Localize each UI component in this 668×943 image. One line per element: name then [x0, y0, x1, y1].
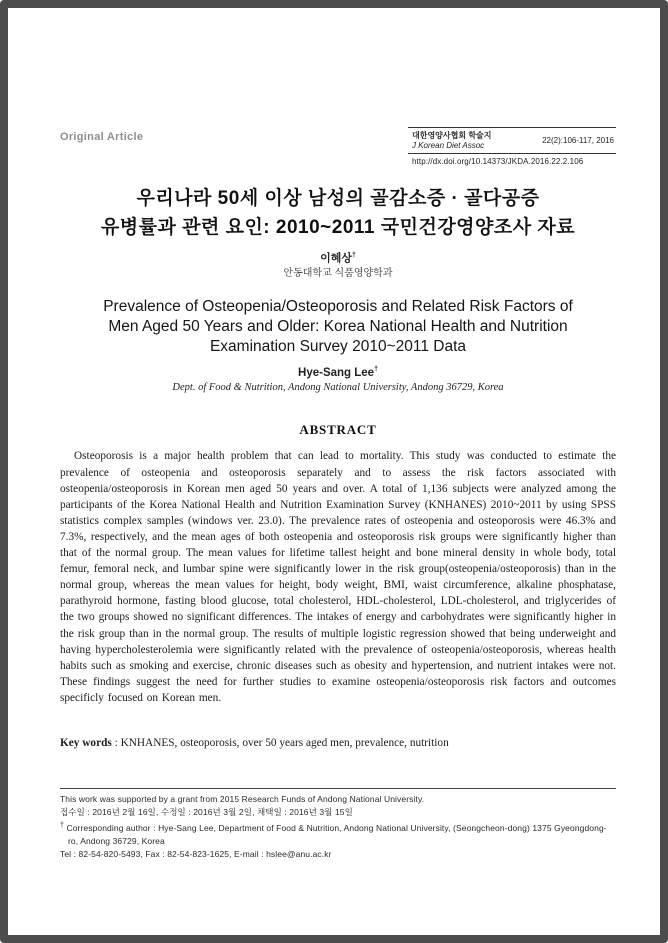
article-type-label: Original Article [60, 131, 144, 143]
keywords-line [60, 736, 616, 750]
journal-volume-info: 22(2):106-117, 2016 [542, 136, 614, 145]
korean-title [60, 184, 616, 242]
keywords-text: : KNHANES, osteoporosis, over 50 years aged men, prevalence, nutrition [111, 736, 449, 749]
english-affiliation: Dept. of Food & Nutrition, Andong National University, Andong 36729, Korea [172, 382, 504, 394]
corresponding-author-note [60, 819, 616, 848]
english-author-dagger-mark: † [374, 365, 378, 373]
submission-dates-note: 접수일 : 2016년 2월 16일, 수정일 : 2016년 3월 2일, 채택일 : 2016년 3월 15일 [60, 806, 353, 817]
corresponding-dagger-mark: † [60, 821, 64, 829]
abstract-heading: ABSTRACT [299, 422, 377, 438]
journal-name-korean: 대한영양사협회 학술지 [412, 131, 492, 140]
footnote-divider [60, 788, 616, 789]
abstract-body: Osteoporosis is a major health problem that can lead to mortality. This study was conducted to estimate the prevalence of osteopenia and osteoporosis separately and to assess the risk factors associated with osteopenia/osteoporosis in Korean men aged 50 years and over. A total of 1,136 subjects were analyzed among the participants of the Korea National Health and Nutrition Examination Survey (KNHANES) 2010~2011 by using SPSS statistics complex samples (windows ver. 23.0). The prevalence rates of osteopenia and osteoporosis were 46.3% and 7.3%, respectively, and the mean ages of both osteopenia and osteoporosis risk groups were significantly higher than that of the normal group. The mean values for lifetime tallest height and bone mineral density in whole body, total femur, femoral neck, and lumbar spine were significantly lower in the risk group(osteopenia/osteoporosis) than in the normal group, whereas the mean values for height, body weight, BMI, waist circumference, alkaline phosphatase, parathyroid hormone, fasting blood glucose, total cholesterol, HDL-cholesterol, LDL-cholesterol, and triglycerides of the two groups showed no significant differences. The intakes of energy and carbohydrates were significantly higher in the risk group than in the normal group. The results of multiple logistic regression showed that being underweight and having hypercholesterolemia were significantly related with the prevalence of osteopenia/osteoporosis, whereas health habits such as smoking and exercise, chronic diseases such as obesity and hypertension, and nutrient intakes were not. These findings suggest the need for further studies to examine osteopenia/osteoporosis risk factors and outcomes specificly focused on Korean men. [60, 450, 616, 704]
journal-doi: http://dx.doi.org/10.14373/JKDA.2016.22.2.106 [412, 157, 584, 166]
korean-title-line-1: 우리나라 50세 이상 남성의 골감소증 · 골다공증 [136, 188, 540, 209]
contact-note: Tel : 82-54-820-5493, Fax : 82-54-823-1625, E-mail : hslee@anu.ac.kr [60, 848, 332, 859]
english-author-name: Hye-Sang Lee [298, 366, 375, 379]
funding-note: This work was supported by a grant from 2015 Research Funds of Andong National University. [60, 793, 425, 804]
korean-title-line-2: 유병률과 관련 요인: 2010~2011 국민건강영양조사 자료 [100, 217, 576, 238]
keywords-label: Key words [60, 736, 112, 749]
footnotes-block [60, 793, 616, 861]
journal-name-english: J Korean Diet Assoc [412, 140, 485, 150]
page-header [60, 127, 616, 166]
author-dagger-mark: † [351, 252, 356, 259]
corresponding-author-text: Corresponding author : Hye-Sang Lee, Department of Food & Nutrition, Andong National University, (Seongcheon-dong) 1375 Gyeongdong-ro, Andong 36729, Korea [64, 822, 607, 846]
journal-info-box [408, 127, 616, 166]
journal-names [412, 131, 492, 150]
korean-author-name: 이혜상 [320, 252, 352, 265]
english-title: Prevalence of Osteopenia/Osteoporosis and Related Risk Factors of Men Aged 50 Years and Older: Korea National Health and Nutrition Examination Survey 2010~2011 Data [103, 297, 573, 355]
korean-author [60, 249, 616, 266]
korean-affiliation: 안동대학교 식품영양학과 [283, 267, 393, 279]
paper-page [8, 8, 660, 935]
journal-name-block [408, 128, 616, 154]
english-author [60, 363, 616, 380]
